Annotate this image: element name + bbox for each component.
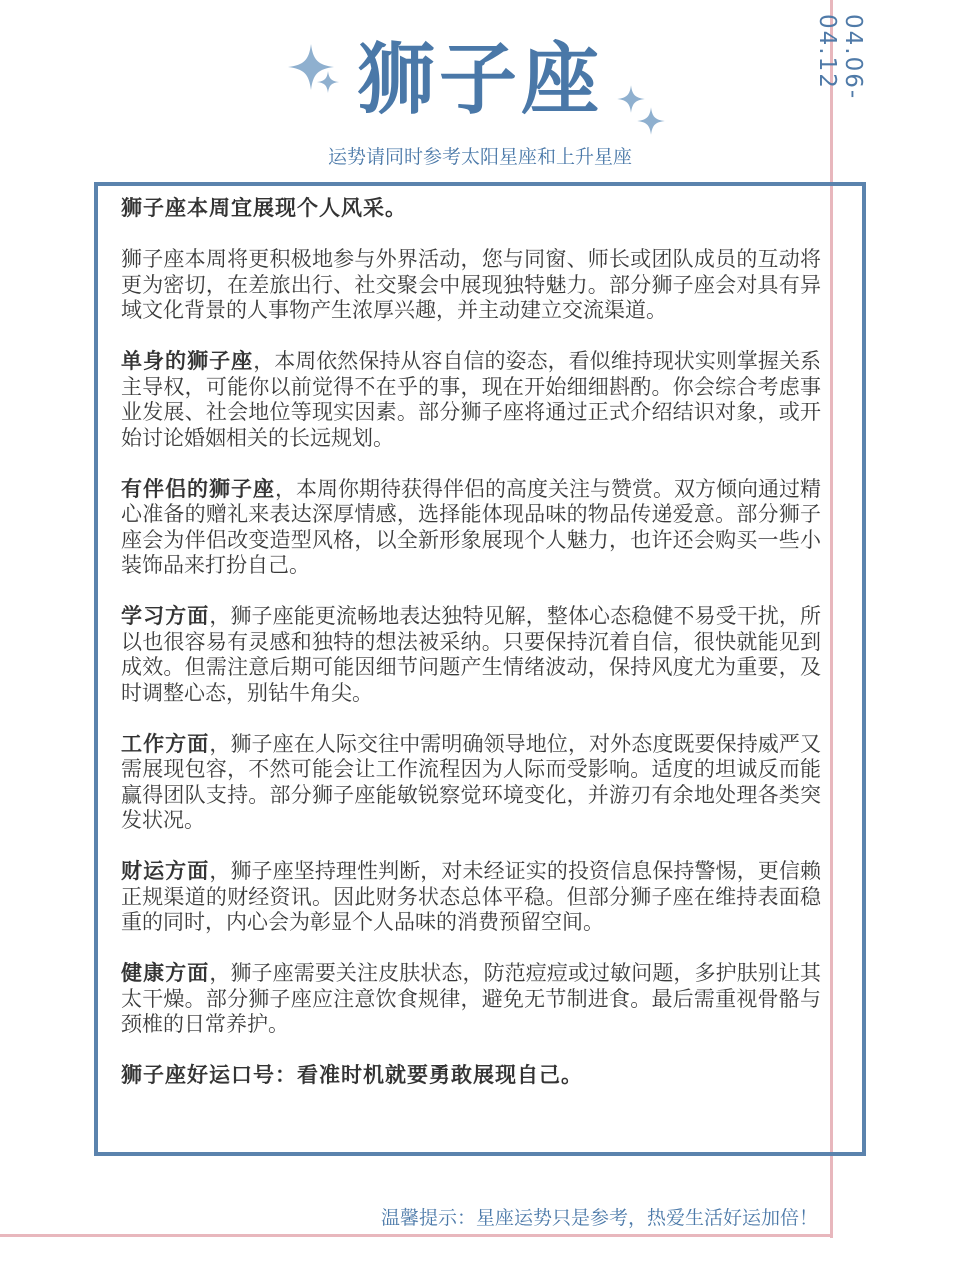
horoscope-content xyxy=(121,196,821,1114)
intro-paragraph: 狮子座本周将更积极地参与外界活动，您与同窗、师长或团队成员的互动将更为密切，在差旅出行、社交聚会中展现独特魅力。部分狮子座会对具有异域文化背景的人事物产生浓厚兴趣，并主动建立交流渠道。 xyxy=(121,247,821,322)
page-subtitle: 运势请同时参考太阳星座和上升星座 xyxy=(327,146,632,168)
section-text: ，狮子座能更流畅地表达独特见解，整体心态稳健不易受干扰，所以也很容易有灵感和独特的想法被采纳。只要保持沉着自信，很快就能见到成效。但需注意后期可能因细节问题产生情绪波动，保持风度尤为重要，及时调整心态，别钻牛角尖。 xyxy=(121,604,821,705)
section-label: 学习方面 xyxy=(121,604,210,628)
section-work xyxy=(121,732,821,834)
page-title: 狮子座 xyxy=(356,35,603,125)
section-study xyxy=(121,604,821,706)
section-label: 单身的狮子座 xyxy=(121,349,254,373)
footer-tip: 温馨提示：星座运势只是参考，热爱生活好运加倍！ xyxy=(380,1207,818,1229)
sparkle-icon xyxy=(636,106,666,136)
section-text: ，本周依然保持从容自信的姿态，看似维持现状实则掌握关系主导权，可能你以前觉得不在乎的事，现在开始细细斟酌。你会综合考虑事业发展、社会地位等现实因素。部分狮子座将通过正式介绍结识对象，或开始讨论婚姻相关的长远规划。 xyxy=(121,349,821,450)
section-text: ，本周你期待获得伴侣的高度关注与赞赏。双方倾向通过精心准备的赠礼来表达深厚情感，选择能体现品味的物品传递爱意。部分狮子座会为伴侣改变造型风格，以全新形象展现个人魅力，也许还会购买一些小装饰品来打扮自己。 xyxy=(121,476,821,577)
slogan-paragraph xyxy=(121,1063,821,1089)
section-text: ，狮子座需要关注皮肤状态，防范痘痘或过敏问题，多护肤别让其太干燥。部分狮子座应注意饮食规律，避免无节制进食。最后需重视骨骼与颈椎的日常养护。 xyxy=(121,961,821,1036)
section-health xyxy=(121,961,821,1038)
section-label: 工作方面 xyxy=(121,731,210,756)
section-couple xyxy=(121,477,821,579)
date-range: 04.06-04.12 xyxy=(814,14,866,101)
section-text: ，狮子座坚持理性判断，对未经证实的投资信息保持警惕，更信赖正规渠道的财经资讯。因此财务状态总体平稳。但部分狮子座在维持表面稳重的同时，内心会为彰显个人品味的消费预留空间。 xyxy=(121,859,821,934)
section-single xyxy=(121,349,821,451)
intro-heading: 狮子座本周宜展现个人风采。 xyxy=(121,196,407,220)
section-label: 健康方面 xyxy=(121,961,210,985)
pink-horizontal-line xyxy=(0,1234,833,1237)
section-text: ，狮子座在人际交往中需明确领导地位，对外态度既要保持威严又需展现包容，不然可能会让工作流程因为人际而受影响。适度的坦诚反而能赢得团队支持。部分狮子座能敏锐察觉环境变化，并游刃有余地处理各类突发状况。 xyxy=(121,731,821,832)
section-label: 有伴侣的狮子座 xyxy=(121,476,275,501)
section-finance xyxy=(121,859,821,936)
intro-heading-paragraph xyxy=(121,196,821,222)
section-label: 财运方面 xyxy=(121,859,210,883)
slogan: 狮子座好运口号：看准时机就要勇敢展现自己。 xyxy=(121,1063,583,1087)
